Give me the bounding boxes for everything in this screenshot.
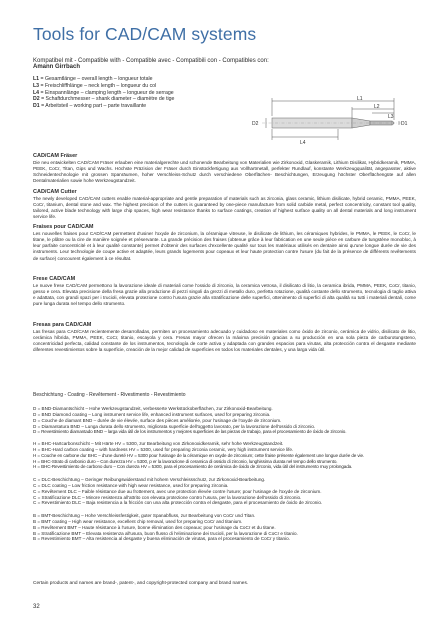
legend-text: = Einspannlänge – clamping length – longueur de serrage <box>39 89 174 96</box>
coating-line: D = BND Diamond coating – Long instrument service life, enhanced instrument surfaces, used for preparing zirconia. <box>33 411 271 417</box>
coating-line: C = DLC coating – Low friction resistance with high wear resistance, used for preparing zirconia. <box>33 482 229 488</box>
coating-line: D = Revestimiento diamantado BND – larga vida útil de los instrumentos y mejores superficies de las piezas de trabajo, para el procesamiento de óxido de zirconio. <box>33 429 347 435</box>
section-heading: CAD/CAM Cutter <box>33 189 77 195</box>
section-body: Le nuove frese CAD/CAM permettono la lavorazione ideale di materiali come l'ossido di zirconio, la ceramica vetrosa, il disilicato di litio, la ceramica ibrida, PMMA, PEEK, CoCr, titanio, gesso e cera. Elevata precisione della fresa grazie alla produzione di pezzi singoli da grezzi di metallo duro, perfetta rotazione, qualità costante dello strumento, tecnologia di taglio attiva e adattata, con grandi spazi per i trucioli, elevata protezione contro l'usura grazie alla stratificazione delle superfici, ottenimento di superfici di alta qualità su tutti i materiali dentali, come pure lunga durata nel tempo dello strumento. <box>33 283 416 307</box>
l2-label: L2 <box>374 104 380 110</box>
legend-text: = Arbeitsteil – working part – parte travaillante <box>39 103 147 110</box>
coating-line: D = Diamantatura BND – Lunga durata dello strumento, migliorata superficie dell'oggetto lavorato, per la lavorazione dell'ossido di zirconio. <box>33 423 316 429</box>
coating-line: H = BHC-Hartcarbonschicht – Mit Härte HV = 5300, zur Bearbeitung von Zirkonoxidkeramik, sehr hohe Werkzeugstandzeit. <box>33 441 284 446</box>
coating-line: H = BHC-Hard carbon coating – with hardness HV = 5300, used for preparing zirconia ceramic, very high instrument service life. <box>33 446 294 452</box>
legend-row <box>33 103 174 110</box>
section-body: Die neu entwickelten CAD/CAM Fräser erlauben eine materialgerechte und schonende Bearbeitung von Materialien wie Zirkonoxid, Glaskeramik, Lithium Disilikat, Hybridkeramik, PMMA, PEEK, CoCr, Titan, Gips und Wachs. Höchste Präzision der Fräser durch Einstückfertigung aus Vollhartmetall, perfekter Rundlauf, konstante Werkzeugqualität, angepasster, aktive Schneidentechnologie mit grossen Spanräumen, hoher Verschleiss-Schutz durch verschiedene Oberflächen- Beschichtungen, Erzeugung höchster Oberflächengüte auf allen Dentalmaterialien sowie hohe Werkzeugstandzeit. <box>33 160 416 184</box>
section-heading: Fresas para CAD/CAM <box>33 322 92 328</box>
dimension-legend <box>33 76 174 110</box>
legend-code: L1 <box>33 76 40 82</box>
coating-line: B = Revestimiento BMT – Alta resistencia al desgaste y buena eliminación de virutas, para el procesamiento de CoCr y titanio. <box>33 536 290 542</box>
legend-code: L4 <box>33 89 40 96</box>
section-fr <box>33 224 416 262</box>
coating-line: C = Revêtement DLC – Faible résistance due au frottement, avec une protection élevée contre l'usure; pour l'usinage de l'oxyde de zirconium. <box>33 488 322 494</box>
section-de <box>33 153 416 185</box>
coating-line: B = Stratificazione BMT – Elevata resistenza all'usura, buon flusso di l'eliminazione dei trucioli, per la lavorazione di CoCr e titanio. <box>33 530 298 536</box>
coating-line: C = Revestimiento DLC – Baja resistencia a la fricción con una alta protección contra el desgaste, para el procesamiento de óxido de zirconio. <box>33 500 323 506</box>
section-it <box>33 276 416 308</box>
legend-text: = Freischliffhlänge – neck length – longueur du col <box>39 82 157 89</box>
coating-line: B = Revêtement BMT – Haute résistance à l'usure, bonne élimination des copeaux; pour l'usinage du CoCr et du titane. <box>33 524 276 530</box>
coating-line: C = DLC-Beschichtung – Geringer Reibungswiderstand mit hohem Verschleissschutz, zur Zirkonoxid-Bearbeitung. <box>33 477 266 482</box>
legend-code: D1 <box>33 103 40 110</box>
l1-label: L1 <box>357 96 363 102</box>
d1-label: D1 <box>401 121 408 127</box>
coating-line: D = Couche de diamant BND – durée de vie élevée, surface des pièces améliorée, pour l'usinage de l'oxyde de zirconium. <box>33 417 282 423</box>
l4-label: L4 <box>300 140 306 146</box>
page-number: 32 <box>33 604 40 610</box>
legend-row <box>33 90 174 97</box>
compatibility-brand <box>33 64 269 70</box>
coating-group-diamond <box>33 406 423 435</box>
d2-label: D2 <box>252 121 259 127</box>
l3-label: L3 <box>388 114 394 120</box>
compatibility-text: Kompatibel mit - Compatible with - Compatible avec - Compatibili con - Compatibles con: <box>33 58 269 64</box>
coating-line: C = Stratificazione DLC – Minore resistenza all'attrito con elevata protezione contro l'usura, per la lavorazione dell'ossido di zirconio. <box>33 494 302 500</box>
legend-text: = Schaftdurchmesser – shank diameter – diamètre de tige <box>39 96 175 103</box>
section-en <box>33 189 416 221</box>
coating-line: D = BND-Diamantschicht – Hohe Werkzeugstandzeit, verbesserte Werkstückoberflächen, zur Zirkonoxid-Bearbeitung. <box>33 406 273 411</box>
coating-line: B = BMT coating – High wear resistance, excellent chip removal, used for preparing CoCr and titanium. <box>33 518 243 524</box>
section-body: Las fresas para CAD/CAM recientemente desarrolladas, permiten un procesamiento adecuado y cuidadoso en materiales como óxido de zirconio, cerámica de vidrio, disilicato de litio, cerámica híbrida, PMMA, PEEK, CoCr, titanio, escayola y cera. Fresas mayor ofrecen la máxima precisión gracias a su producción en una sola pieza de carburotungsteno, concentricidad perfecta, calidad constante de los instrumentos, tecnología de corte activa y adaptada con grandes espacios para virutas, alta protección contra el desgaste mediante diferentes revestimientos sobre la superficie, creación de la mejor calidad de superficies en todos los materiales dentales, y una larga vida útil. <box>33 329 416 353</box>
section-es <box>33 322 416 354</box>
coating-group-hard-carbon <box>33 441 423 470</box>
tool-dimension-diagram <box>242 96 417 146</box>
legend-code: D2 <box>33 96 40 103</box>
section-body: The newly developed CAD/CAM cutters enable material-appropriate and gentle preparation of materials such as zirconia, glass ceramic, lithium disilicate, hybrid ceramic, PMMA, PEEK, CoCr, titanium, dental stone and wax. The highest precision of the cutters is guaranteed by one-piece manufacture from solid carbide metal, perfect concentricity, constant tool quality, tailored, active blade technology with large chip spaces, high wear resistance thanks to surface coatings, creation of highest surface quality on all dental materials and long instrument service life. <box>33 196 416 220</box>
coating-group-dlc <box>33 477 423 506</box>
legend-code: L3 <box>33 82 40 89</box>
brand-name: Amann Girrbach <box>33 64 81 70</box>
page-title: Tools for CAD/CAM systems <box>33 24 257 44</box>
coating-line: H = BHC-Strato di carbonio duro – Con durezza HV = 5300, p er la lavorazione di ceramica di ossido di zirconio, lunghissima durata nel tempo dello strumento. <box>33 458 338 464</box>
section-body: Les nouvelles fraises pour CAD/CAM permettent d'usiner l'oxyde de zirconium, la céramique vitreuse, le disilicate de lithium, les céramiques hybrides, le PMMA, le PEEK, le CoCr, le titane, le plâtre ou la cire de manière soignée et préservante. La grande précision des fraises (obtenue grâce à leur fabrication en une seule pièce en carbure de tungstène monobloc, à leur parfaite concentricité et à leur qualité constante) permet d'obtenir des surfaces d'excellente qualité sur tous les matériaux utilisés en dentaire ainsi qu'une longue durée de vie des instruments. Leur technologie de coupe active et adaptée, leurs grands logements pour copeaux et leur haute protection contre l'usure (du fait de la présence de différents revêtements de surface) concourent également à ce résultat. <box>33 231 416 261</box>
coating-line: H = Couche en carbone dur BHC – d'une dureté HV = 5300 pour l'usinage de la céramique en oxyde de zirconium; cette fraise présente également une longue durée de vie. <box>33 452 365 458</box>
coating-heading: Beschichtung - Coating - Revêtement - Rivestimento - Revestimiento <box>33 392 186 398</box>
legend-text: = Gesamtlänge – overall length – longueur totale <box>39 76 153 82</box>
section-heading: Frese CAD/CAM <box>33 276 76 282</box>
legend-row <box>33 76 174 83</box>
legend-row <box>33 96 174 103</box>
coating-group-bmt <box>33 513 423 542</box>
coating-line: B = BMT-Beschichtung – Hohe Verschleissfestigkeit, guter Spanabfluss, zur Bearbeitung von CoCr und Titan. <box>33 513 256 518</box>
legend-row <box>33 83 174 90</box>
section-heading: Fraises pour CAD/CAM <box>33 224 94 230</box>
compatibility-line <box>33 58 269 70</box>
section-heading: CAD/CAM Fräser <box>33 153 78 159</box>
coating-line: H = BHC-Revestimiento de carbono duro – Con dureza HV = 5300, para el procesamiento de cerámica de óxido de zirconio, vida útil del instrumento muy prolongada. <box>33 464 353 470</box>
trademark-footnote: Certain products and names are brand-, patent-, and copyright-protected company and brand names. <box>33 581 249 586</box>
